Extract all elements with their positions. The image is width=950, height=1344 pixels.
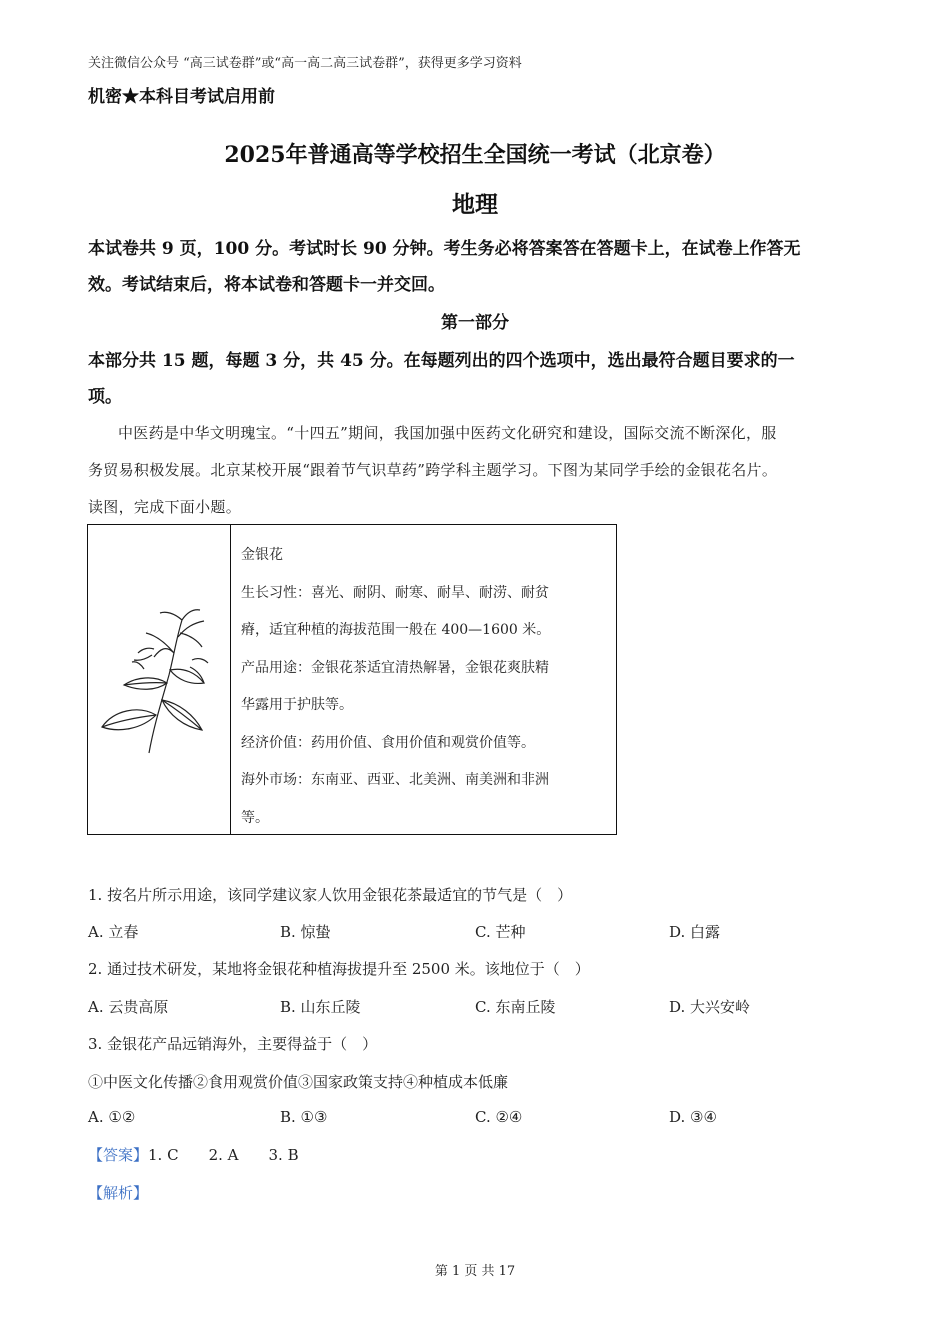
question-2-option-d: D. 大兴安岭 — [669, 998, 751, 1016]
page-footer: 第 1 页 共 17 — [434, 1264, 516, 1279]
instruction-line-2: 效。考试结束后，将本试卷和答题卡一并交回。 — [88, 275, 445, 295]
card-text — [241, 537, 611, 837]
exam-title: 2025年普通高等学校招生全国统一考试（北京卷） — [224, 142, 726, 168]
honeysuckle-drawing-icon — [94, 605, 224, 755]
answer-1: 1. C — [148, 1146, 179, 1164]
honeysuckle-card — [87, 524, 617, 835]
card-line-habit-1: 生长习性：喜光、耐阴、耐寒、耐旱、耐涝、耐贫 — [241, 584, 549, 601]
question-2-option-a: A. 云贵高原 — [88, 998, 169, 1016]
analysis-tag: 【解析】 — [88, 1184, 149, 1202]
header-notice: 关注微信公众号 “高三试卷群”或“高一高二高三试卷群”，获得更多学习资料 — [88, 56, 522, 71]
honeysuckle-illustration — [88, 525, 231, 834]
question-2-option-b: B. 山东丘陵 — [280, 998, 361, 1016]
instruction-line-1: 本试卷共 9 页，100 分。考试时长 90 分钟。考生务必将答案答在答题卡上，在试卷上作答无 — [88, 239, 801, 259]
passage-line-1: 中医药是中华文明瑰宝。“十四五”期间，我国加强中医药文化研究和建设，国际交流不断深化，服 — [118, 424, 777, 442]
question-1-option-a: A. 立春 — [88, 923, 139, 941]
card-line-market-2: 等。 — [241, 809, 269, 826]
question-1-option-c: C. 芒种 — [475, 923, 526, 941]
question-2-stem: 2. 通过技术研发，某地将金银花种植海拔提升至 2500 米。该地位于（ ） — [88, 960, 590, 978]
question-3-option-b: B. ①③ — [280, 1108, 328, 1126]
part-title: 第一部分 — [441, 313, 509, 333]
subject-title: 地理 — [452, 191, 498, 218]
question-2-option-c: C. 东南丘陵 — [475, 998, 556, 1016]
question-3-statements: ①中医文化传播②食用观赏价值③国家政策支持④种植成本低廉 — [88, 1073, 509, 1091]
question-3-option-a: A. ①② — [88, 1108, 136, 1126]
question-3-option-c: C. ②④ — [475, 1108, 523, 1126]
question-1-stem: 1. 按名片所示用途，该同学建议家人饮用金银花茶最适宜的节气是（ ） — [88, 886, 573, 904]
card-line-use-1: 产品用途：金银花茶适宜清热解暑，金银花爽肤精 — [241, 659, 549, 676]
answer-2: 2. A — [208, 1146, 239, 1164]
passage-line-2: 务贸易积极发展。北京某校开展“跟着节气识草药”跨学科主题学习。下图为某同学手绘的金银花名片。 — [88, 461, 778, 479]
question-1-option-b: B. 惊蛰 — [280, 923, 331, 941]
part-instruction-line-1: 本部分共 15 题，每题 3 分，共 45 分。在每题列出的四个选项中，选出最符合题目要求的一 — [88, 351, 795, 371]
card-line-value: 经济价值：药用价值、食用价值和观赏价值等。 — [241, 734, 535, 751]
question-3-stem: 3. 金银花产品远销海外，主要得益于（ ） — [88, 1035, 378, 1053]
answer-line — [88, 1144, 299, 1165]
card-line-habit-2: 瘠，适宜种植的海拔范围一般在 400—1600 米。 — [241, 622, 551, 638]
card-line-market-1: 海外市场：东南亚、西亚、北美洲、南美洲和非洲 — [241, 772, 549, 788]
passage-line-3: 读图，完成下面小题。 — [88, 498, 242, 516]
answer-3: 3. B — [268, 1146, 299, 1164]
card-line-title: 金银花 — [241, 547, 283, 563]
part-instruction-line-2: 项。 — [88, 387, 122, 407]
answer-tag: 【答案】 — [88, 1146, 149, 1164]
question-3-option-d: D. ③④ — [669, 1108, 717, 1126]
card-line-use-2: 华露用于护肤等。 — [241, 697, 353, 713]
question-1-option-d: D. 白露 — [669, 923, 721, 941]
confidential-label: 机密★本科目考试启用前 — [88, 87, 275, 107]
